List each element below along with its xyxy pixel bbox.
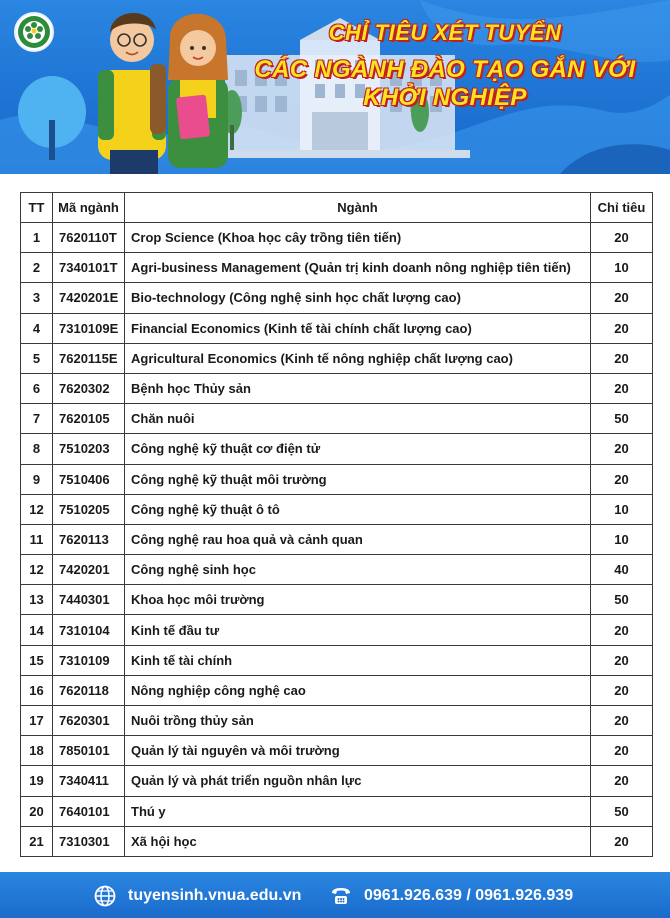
row-tt: 11	[21, 524, 53, 554]
row-major-name: Kinh tế tài chính	[125, 645, 591, 675]
row-quota: 10	[591, 494, 653, 524]
row-tt: 9	[21, 464, 53, 494]
row-major-code: 7510205	[53, 494, 125, 524]
row-tt: 6	[21, 373, 53, 403]
table-row	[21, 796, 653, 826]
row-major-code: 7620118	[53, 675, 125, 705]
row-major-name: Bệnh học Thủy sản	[125, 373, 591, 403]
row-major-code: 7620115E	[53, 343, 125, 373]
table-row	[21, 283, 653, 313]
row-major-name: Kinh tế đầu tư	[125, 615, 591, 645]
website-text: tuyensinh.vnua.edu.vn	[128, 887, 302, 904]
row-major-name: Agri-business Management (Quản trị kinh doanh nông nghiệp tiên tiến)	[125, 253, 591, 283]
row-major-code: 7620302	[53, 373, 125, 403]
row-tt: 20	[21, 796, 53, 826]
row-quota: 20	[591, 826, 653, 856]
header-tt: TT	[21, 193, 53, 223]
row-tt: 5	[21, 343, 53, 373]
title-line-1: CHỈ TIÊU XÉT TUYỂN	[328, 20, 562, 45]
table-row	[21, 373, 653, 403]
row-major-name: Khoa học môi trường	[125, 585, 591, 615]
row-major-code: 7620301	[53, 706, 125, 736]
banner-title	[230, 20, 660, 112]
row-major-name: Công nghệ kỹ thuật ô tô	[125, 494, 591, 524]
row-quota: 20	[591, 283, 653, 313]
row-quota: 40	[591, 555, 653, 585]
row-major-name: Công nghệ kỹ thuật cơ điện tử	[125, 434, 591, 464]
row-quota: 50	[591, 796, 653, 826]
quota-table-container	[20, 192, 652, 857]
quota-table	[20, 192, 653, 857]
row-quota: 10	[591, 524, 653, 554]
row-major-code: 7510406	[53, 464, 125, 494]
row-tt: 17	[21, 706, 53, 736]
row-quota: 20	[591, 343, 653, 373]
table-row	[21, 675, 653, 705]
row-tt: 16	[21, 675, 53, 705]
row-tt: 15	[21, 645, 53, 675]
row-tt: 19	[21, 766, 53, 796]
row-major-name: Công nghệ kỹ thuật môi trường	[125, 464, 591, 494]
table-row	[21, 555, 653, 585]
table-row	[21, 494, 653, 524]
phone-numbers-text: 0961.926.639 / 0961.926.939	[364, 887, 574, 904]
row-quota: 10	[591, 253, 653, 283]
row-major-name: Quản lý tài nguyên và môi trường	[125, 736, 591, 766]
girl-illustration	[168, 14, 228, 168]
row-major-code: 7440301	[53, 585, 125, 615]
table-row	[21, 585, 653, 615]
row-quota: 20	[591, 373, 653, 403]
row-quota: 20	[591, 766, 653, 796]
row-quota: 20	[591, 434, 653, 464]
row-major-code: 7310301	[53, 826, 125, 856]
row-major-name: Crop Science (Khoa học cây trồng tiên tiến)	[125, 223, 591, 253]
boy-illustration	[98, 13, 166, 174]
row-major-code: 7340101T	[53, 253, 125, 283]
row-major-code: 7620105	[53, 404, 125, 434]
row-major-name: Quản lý và phát triển nguồn nhân lực	[125, 766, 591, 796]
row-tt: 21	[21, 826, 53, 856]
logo-emblem-icon	[17, 15, 51, 49]
row-major-name: Công nghệ sinh học	[125, 555, 591, 585]
table-row	[21, 736, 653, 766]
row-quota: 20	[591, 706, 653, 736]
row-major-name: Chăn nuôi	[125, 404, 591, 434]
footer-bar	[0, 872, 670, 918]
row-tt: 4	[21, 313, 53, 343]
header-major-name: Ngành	[125, 193, 591, 223]
table-row	[21, 313, 653, 343]
row-quota: 20	[591, 223, 653, 253]
row-major-code: 7620110T	[53, 223, 125, 253]
phone-icon	[330, 885, 352, 907]
row-quota: 20	[591, 645, 653, 675]
row-major-code: 7620113	[53, 524, 125, 554]
table-row	[21, 404, 653, 434]
globe-icon	[94, 885, 116, 907]
row-major-code: 7340411	[53, 766, 125, 796]
table-row	[21, 223, 653, 253]
header-quota: Chỉ tiêu	[591, 193, 653, 223]
row-major-name: Công nghệ rau hoa quả và cảnh quan	[125, 524, 591, 554]
footer-phone[interactable]	[330, 885, 573, 907]
row-major-name: Financial Economics (Kinh tế tài chính chất lượng cao)	[125, 313, 591, 343]
row-tt: 12	[21, 555, 53, 585]
table-row	[21, 826, 653, 856]
row-major-name: Thú y	[125, 796, 591, 826]
row-major-code: 7310109	[53, 645, 125, 675]
row-tt: 13	[21, 585, 53, 615]
row-quota: 20	[591, 615, 653, 645]
row-quota: 20	[591, 464, 653, 494]
table-row	[21, 343, 653, 373]
row-major-code: 7310109E	[53, 313, 125, 343]
table-row	[21, 706, 653, 736]
header-major-code: Mã ngành	[53, 193, 125, 223]
table-row	[21, 766, 653, 796]
row-quota: 50	[591, 404, 653, 434]
table-row	[21, 645, 653, 675]
row-tt: 8	[21, 434, 53, 464]
footer-website[interactable]	[94, 885, 301, 907]
row-tt: 7	[21, 404, 53, 434]
university-logo	[14, 12, 54, 52]
row-quota: 20	[591, 675, 653, 705]
header-banner	[0, 0, 670, 174]
row-major-code: 7510203	[53, 434, 125, 464]
title-line-2: CÁC NGÀNH ĐÀO TẠO GẮN VỚI KHỞI NGHIỆP	[254, 56, 636, 111]
table-row	[21, 464, 653, 494]
row-tt: 18	[21, 736, 53, 766]
row-tt: 14	[21, 615, 53, 645]
row-major-code: 7850101	[53, 736, 125, 766]
row-tt: 1	[21, 223, 53, 253]
row-major-code: 7310104	[53, 615, 125, 645]
row-quota: 50	[591, 585, 653, 615]
table-row	[21, 434, 653, 464]
row-tt: 3	[21, 283, 53, 313]
table-row	[21, 253, 653, 283]
row-major-code: 7420201E	[53, 283, 125, 313]
row-major-name: Bio-technology (Công nghệ sinh học chất lượng cao)	[125, 283, 591, 313]
row-quota: 20	[591, 313, 653, 343]
row-quota: 20	[591, 736, 653, 766]
table-row	[21, 524, 653, 554]
row-tt: 2	[21, 253, 53, 283]
table-row	[21, 615, 653, 645]
table-header-row	[21, 193, 653, 223]
row-major-name: Nông nghiệp công nghệ cao	[125, 675, 591, 705]
row-tt: 12	[21, 494, 53, 524]
row-major-code: 7420201	[53, 555, 125, 585]
row-major-code: 7640101	[53, 796, 125, 826]
row-major-name: Agricultural Economics (Kinh tế nông nghiệp chất lượng cao)	[125, 343, 591, 373]
row-major-name: Xã hội học	[125, 826, 591, 856]
row-major-name: Nuôi trồng thủy sản	[125, 706, 591, 736]
